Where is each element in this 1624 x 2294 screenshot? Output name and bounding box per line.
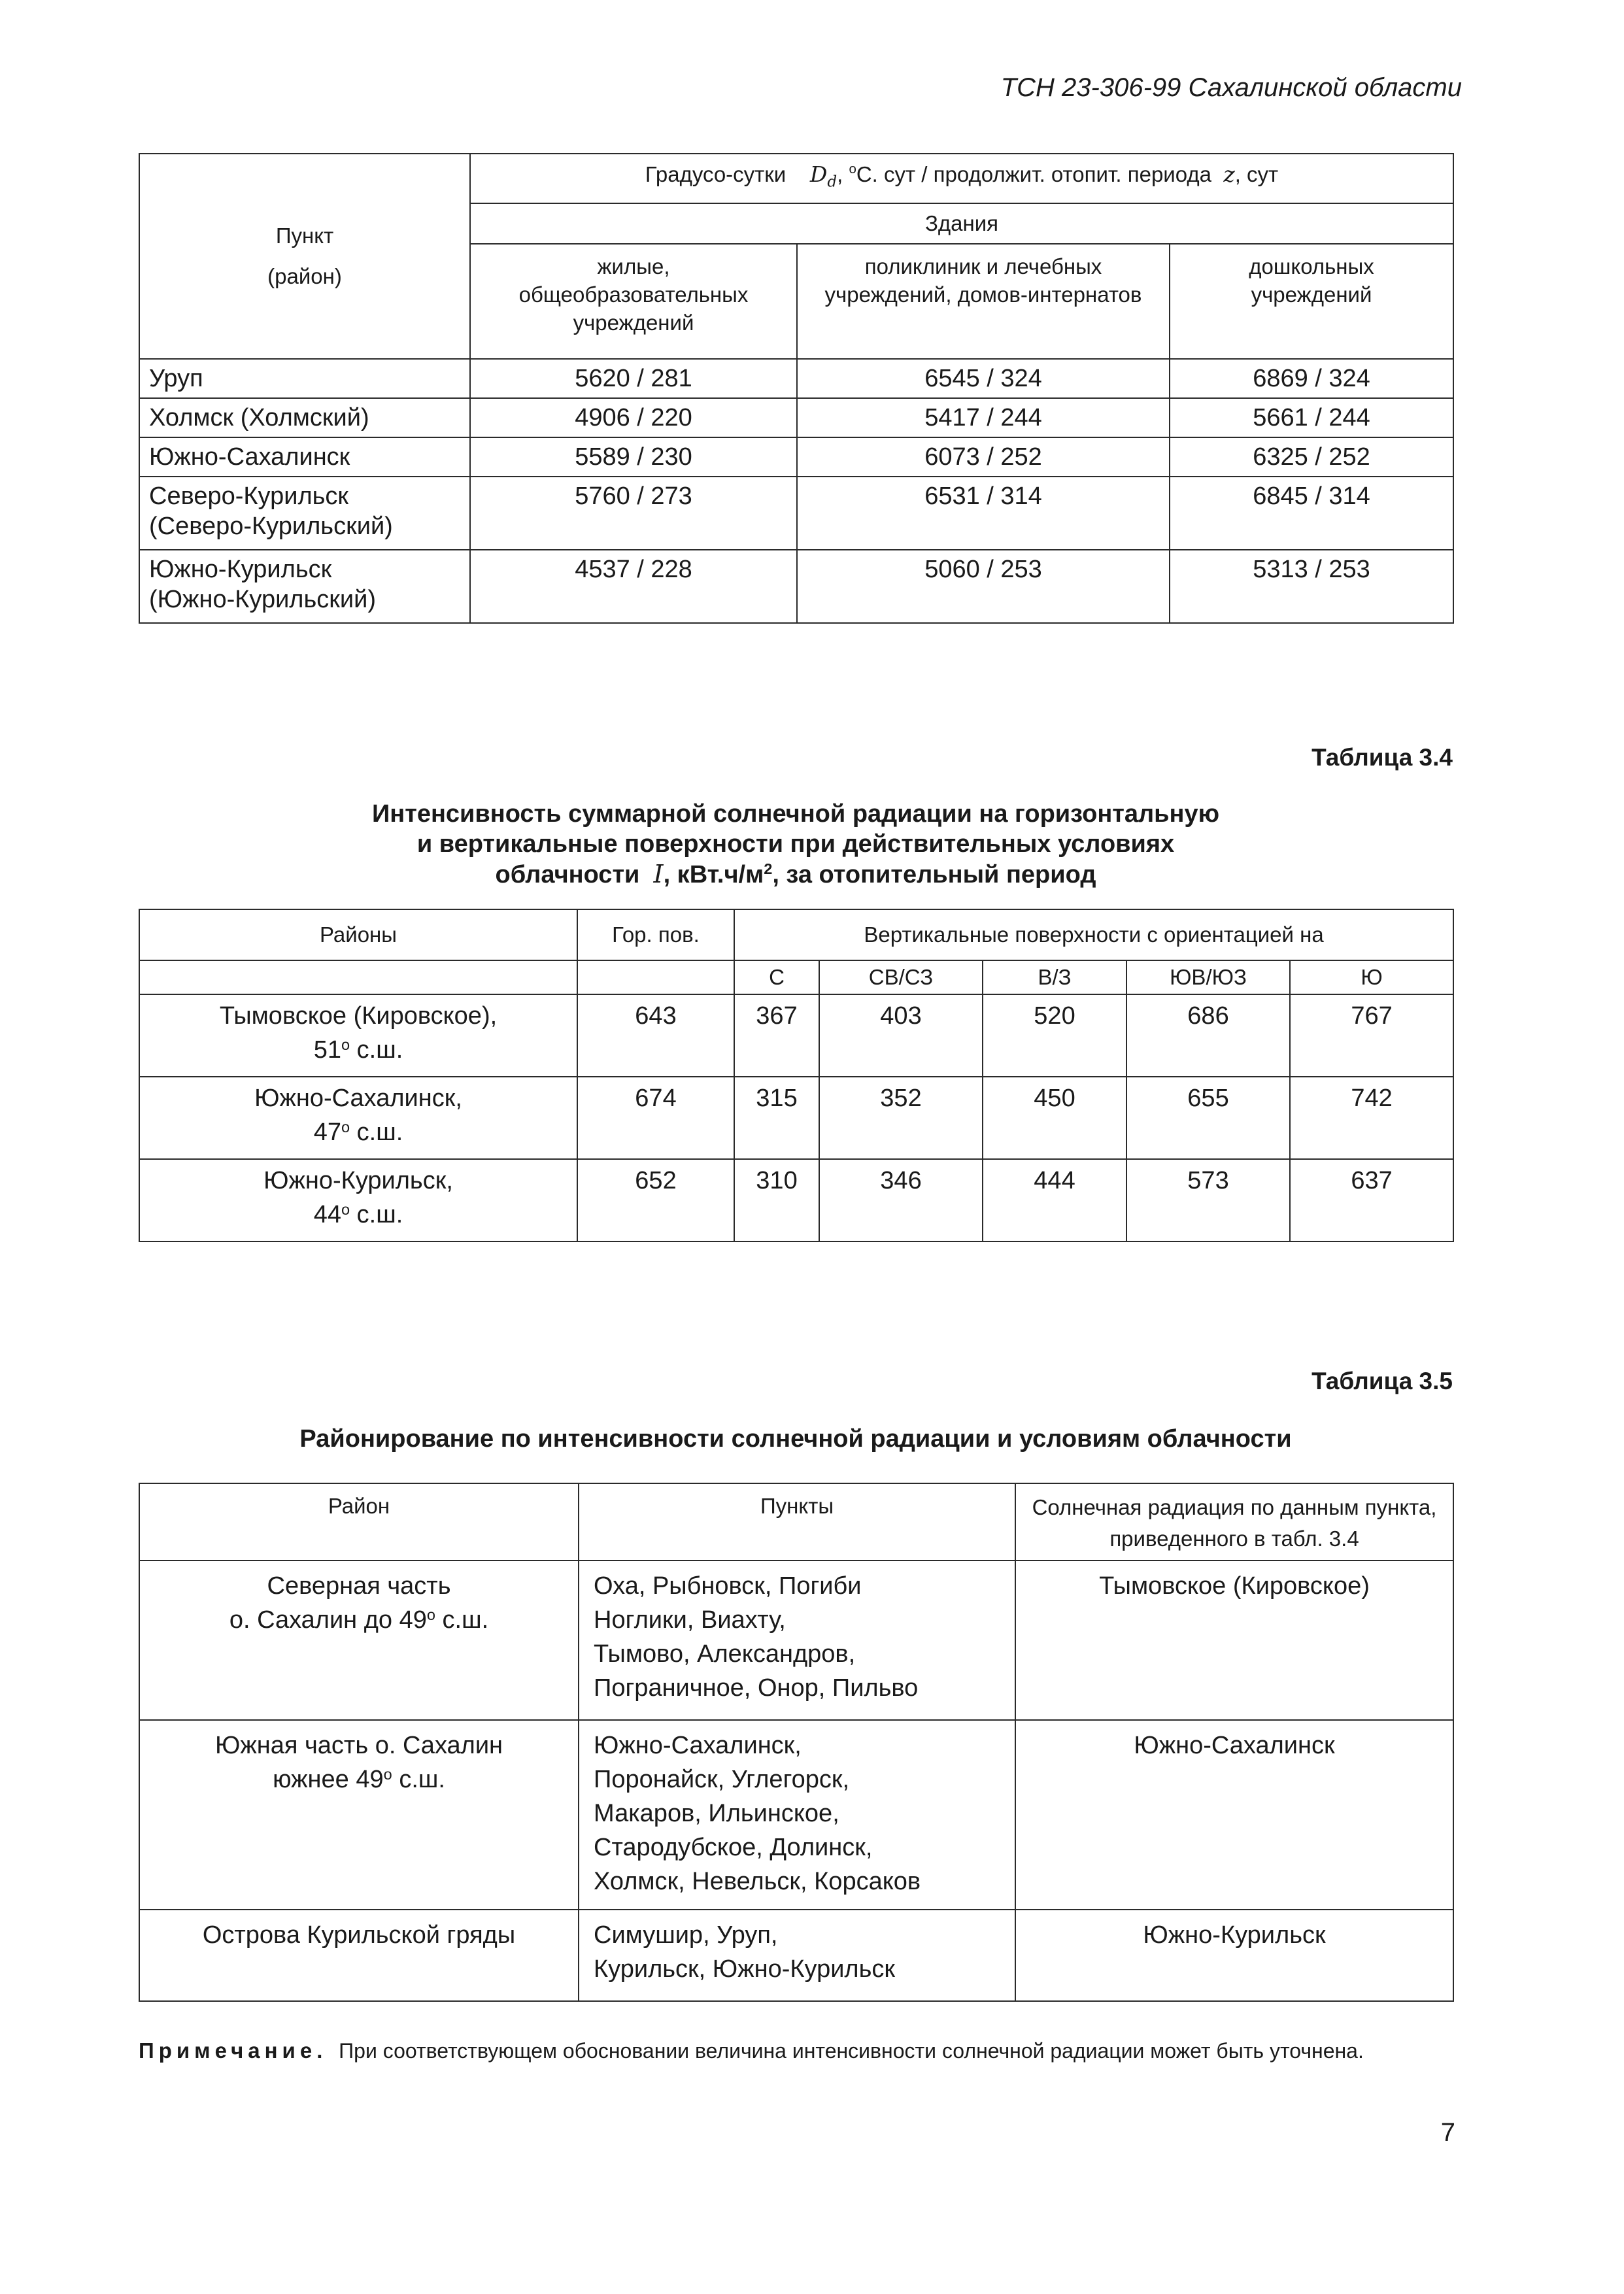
- cell-points: Оха, Рыбновск, Погиби Ноглики, Виахту, Тымово, Александров, Пограничное, Онор, Пильво: [579, 1560, 1015, 1720]
- table-label: Таблица 3.4: [1311, 744, 1453, 771]
- header-horizontal: Гор. пов.: [577, 909, 734, 960]
- cell-value: 444: [983, 1159, 1126, 1241]
- zoning-table: [139, 1483, 1454, 2002]
- cell-points: Южно-Сахалинск, Поронайск, Углегорск, Макаров, Ильинское, Стародубское, Долинск, Холмск, Невельск, Корсаков: [579, 1720, 1015, 1910]
- cell-point: Южно-Сахалинск: [139, 437, 470, 477]
- cell-value: 5589 / 230: [470, 437, 797, 477]
- header-degree-days: Градусо-сутки $D_d$, $^o$С. сут / продолжит. отопит. периода z, сут: [470, 154, 1453, 203]
- note-text: При соответствующем обосновании величина интенсивности солнечной радиации может быть уточнена.: [339, 2039, 1364, 2063]
- note-label: Примечание.: [139, 2038, 328, 2063]
- cell-radiation: Южно-Сахалинск: [1015, 1720, 1453, 1910]
- cell-point: Южно-Курильск (Южно-Курильский): [139, 550, 470, 623]
- cell-radiation: Южно-Курильск: [1015, 1910, 1453, 2001]
- cell-point: Северо-Курильск (Северо-Курильский): [139, 477, 470, 550]
- table-row: [139, 1159, 1453, 1241]
- cell-radiation: Тымовское (Кировское): [1015, 1560, 1453, 1720]
- cell-value: 686: [1126, 994, 1290, 1077]
- cell-value: 6845 / 314: [1170, 477, 1453, 550]
- table-title: Интенсивность суммарной солнечной радиации на горизонтальную и вертикальные поверхности при действительных условиях облачности I, $кВт.ч/м^2$, за отопительный период: [371, 800, 1220, 888]
- header-orientation: С: [734, 960, 819, 994]
- header-point: [139, 154, 470, 359]
- table-row: [139, 1910, 1453, 2001]
- header-region: Район: [139, 1483, 579, 1560]
- header-radiation: Солнечная радиация по данным пункта, приведенного в табл. 3.4: [1015, 1483, 1453, 1560]
- header-point-line: (район): [267, 263, 342, 288]
- cell-value: 5417 / 244: [797, 398, 1170, 437]
- header-col-clinics: поликлиник и лечебных учреждений, домов-интернатов: [797, 244, 1170, 359]
- cell-value: 352: [819, 1077, 983, 1159]
- cell-value: 6325 / 252: [1170, 437, 1453, 477]
- header-col-preschool: дошкольных учреждений: [1170, 244, 1453, 359]
- cell-region: Южно-Сахалинск, 47$^o$ с.ш.: [139, 1077, 577, 1159]
- cell-value: 4537 / 228: [470, 550, 797, 623]
- header-regions: Районы: [139, 909, 577, 960]
- table-row: [139, 550, 1453, 623]
- cell-point: Уруп: [139, 359, 470, 398]
- header-points: Пункты: [579, 1483, 1015, 1560]
- cell-value: 742: [1290, 1077, 1453, 1159]
- page-number: 7: [1440, 2118, 1455, 2147]
- table-row: [139, 1720, 1453, 1910]
- cell-value: 403: [819, 994, 983, 1077]
- table-row: [139, 437, 1453, 477]
- cell-region: Южная часть о. Сахалин южнее 49$^o$ с.ш.: [139, 1720, 579, 1910]
- cell-value: 346: [819, 1159, 983, 1241]
- cell-value: 6073 / 252: [797, 437, 1170, 477]
- cell-value: 450: [983, 1077, 1126, 1159]
- cell-value: 6869 / 324: [1170, 359, 1453, 398]
- table-title: Районирование по интенсивности солнечной радиации и условиям облачности: [299, 1425, 1292, 1453]
- cell-value: 5060 / 253: [797, 550, 1170, 623]
- cell-region: Северная часть о. Сахалин до 49$^o$ с.ш.: [139, 1560, 579, 1720]
- table-note: [139, 2038, 1364, 2063]
- header-col-residential: жилые, общеобразовательных учреждений: [470, 244, 797, 359]
- cell-region: Южно-Курильск, 44$^o$ с.ш.: [139, 1159, 577, 1241]
- table-label: Таблица 3.5: [1311, 1368, 1453, 1394]
- solar-radiation-table: [139, 909, 1454, 1242]
- empty-cell: [139, 960, 577, 994]
- header-orientation: ЮВ/ЮЗ: [1126, 960, 1290, 994]
- cell-region: Острова Курильской гряды: [139, 1910, 579, 2001]
- cell-value: 643: [577, 994, 734, 1077]
- cell-value: 310: [734, 1159, 819, 1241]
- cell-point: Холмск (Холмский): [139, 398, 470, 437]
- cell-value: 674: [577, 1077, 734, 1159]
- header-vertical: Вертикальные поверхности с ориентацией на: [734, 909, 1453, 960]
- header-orientation: Ю: [1290, 960, 1453, 994]
- table-row: [139, 398, 1453, 437]
- cell-value: 520: [983, 994, 1126, 1077]
- header-buildings: Здания: [470, 203, 1453, 244]
- table-row: [139, 1560, 1453, 1720]
- table-row: [139, 994, 1453, 1077]
- header-orientation: В/З: [983, 960, 1126, 994]
- cell-value: 367: [734, 994, 819, 1077]
- cell-value: 5760 / 273: [470, 477, 797, 550]
- cell-value: 4906 / 220: [470, 398, 797, 437]
- cell-points: Симушир, Уруп, Курильск, Южно-Курильск: [579, 1910, 1015, 2001]
- cell-value: 655: [1126, 1077, 1290, 1159]
- empty-cell: [577, 960, 734, 994]
- cell-value: 637: [1290, 1159, 1453, 1241]
- cell-value: 5661 / 244: [1170, 398, 1453, 437]
- cell-region: Тымовское (Кировское), 51$^o$ с.ш.: [139, 994, 577, 1077]
- cell-value: 315: [734, 1077, 819, 1159]
- header-point-line: Пункт: [275, 223, 334, 248]
- cell-value: 6545 / 324: [797, 359, 1170, 398]
- table-row: [139, 477, 1453, 550]
- table-row: [139, 359, 1453, 398]
- cell-value: 573: [1126, 1159, 1290, 1241]
- cell-value: 652: [577, 1159, 734, 1241]
- cell-value: 767: [1290, 994, 1453, 1077]
- page-header: ТСН 23-306-99 Сахалинской области: [1000, 73, 1462, 102]
- table-row: [139, 1077, 1453, 1159]
- cell-value: 5620 / 281: [470, 359, 797, 398]
- cell-value: 5313 / 253: [1170, 550, 1453, 623]
- header-orientation: СВ/СЗ: [819, 960, 983, 994]
- degree-days-table: [139, 153, 1454, 624]
- cell-value: 6531 / 314: [797, 477, 1170, 550]
